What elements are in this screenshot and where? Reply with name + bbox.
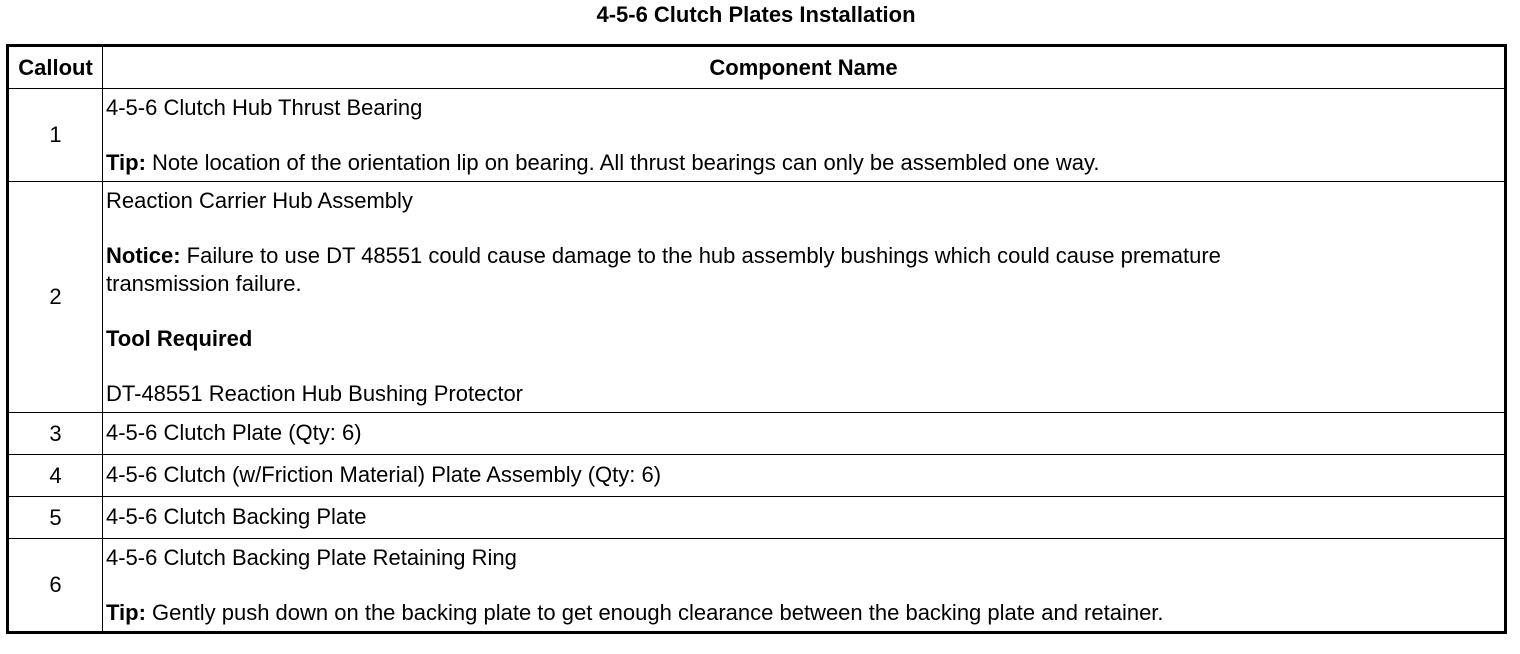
tool-required-heading: Tool Required	[106, 326, 253, 351]
tip-body: Gently push down on the backing plate to get enough clearance between the backing plate and retainer.	[145, 600, 1164, 625]
tip-label: Tip:	[106, 600, 146, 625]
tip-label: Tip:	[106, 150, 146, 175]
document-title: 4-5-6 Clutch Plates Installation	[596, 2, 916, 27]
header-component-name: Component Name	[103, 46, 1506, 89]
callout-cell: 3	[8, 413, 103, 455]
component-name: 4-5-6 Clutch Backing Plate	[106, 504, 367, 529]
component-cell	[103, 413, 1506, 455]
tip-text	[106, 599, 1504, 627]
component-cell	[103, 182, 1506, 413]
callout-cell: 2	[8, 182, 103, 413]
components-table	[6, 44, 1507, 634]
header-callout: Callout	[8, 46, 103, 89]
tip-body: Note location of the orientation lip on bearing. All thrust bearings can only be assembled one way.	[145, 150, 1100, 175]
component-name: 4-5-6 Clutch Backing Plate Retaining Ring	[106, 545, 517, 570]
notice-body-2: transmission failure.	[106, 271, 302, 296]
callout-cell: 6	[8, 539, 103, 633]
table-row	[8, 413, 1506, 455]
tool-text: DT-48551 Reaction Hub Bushing Protector	[106, 381, 524, 406]
callout-cell: 5	[8, 497, 103, 539]
component-cell	[103, 539, 1506, 633]
table-row	[8, 497, 1506, 539]
table-row	[8, 89, 1506, 182]
component-name: 4-5-6 Clutch Plate (Qty: 6)	[106, 420, 362, 445]
table-row	[8, 182, 1506, 413]
callout-cell: 1	[8, 89, 103, 182]
callout-cell: 4	[8, 455, 103, 497]
tip-text	[106, 149, 1504, 177]
component-cell	[103, 89, 1506, 182]
component-cell	[103, 455, 1506, 497]
component-name: 4-5-6 Clutch (w/Friction Material) Plate Assembly (Qty: 6)	[106, 462, 662, 487]
notice-text	[106, 242, 1504, 270]
notice-body-1: Failure to use DT 48551 could cause damage to the hub assembly bushings which could cause premature	[180, 243, 1221, 268]
notice-label: Notice:	[106, 243, 181, 268]
component-name: Reaction Carrier Hub Assembly	[106, 188, 413, 213]
component-name: 4-5-6 Clutch Hub Thrust Bearing	[106, 95, 423, 120]
component-cell	[103, 497, 1506, 539]
table-row	[8, 455, 1506, 497]
table-row	[8, 539, 1506, 633]
table-header-row	[8, 46, 1506, 89]
